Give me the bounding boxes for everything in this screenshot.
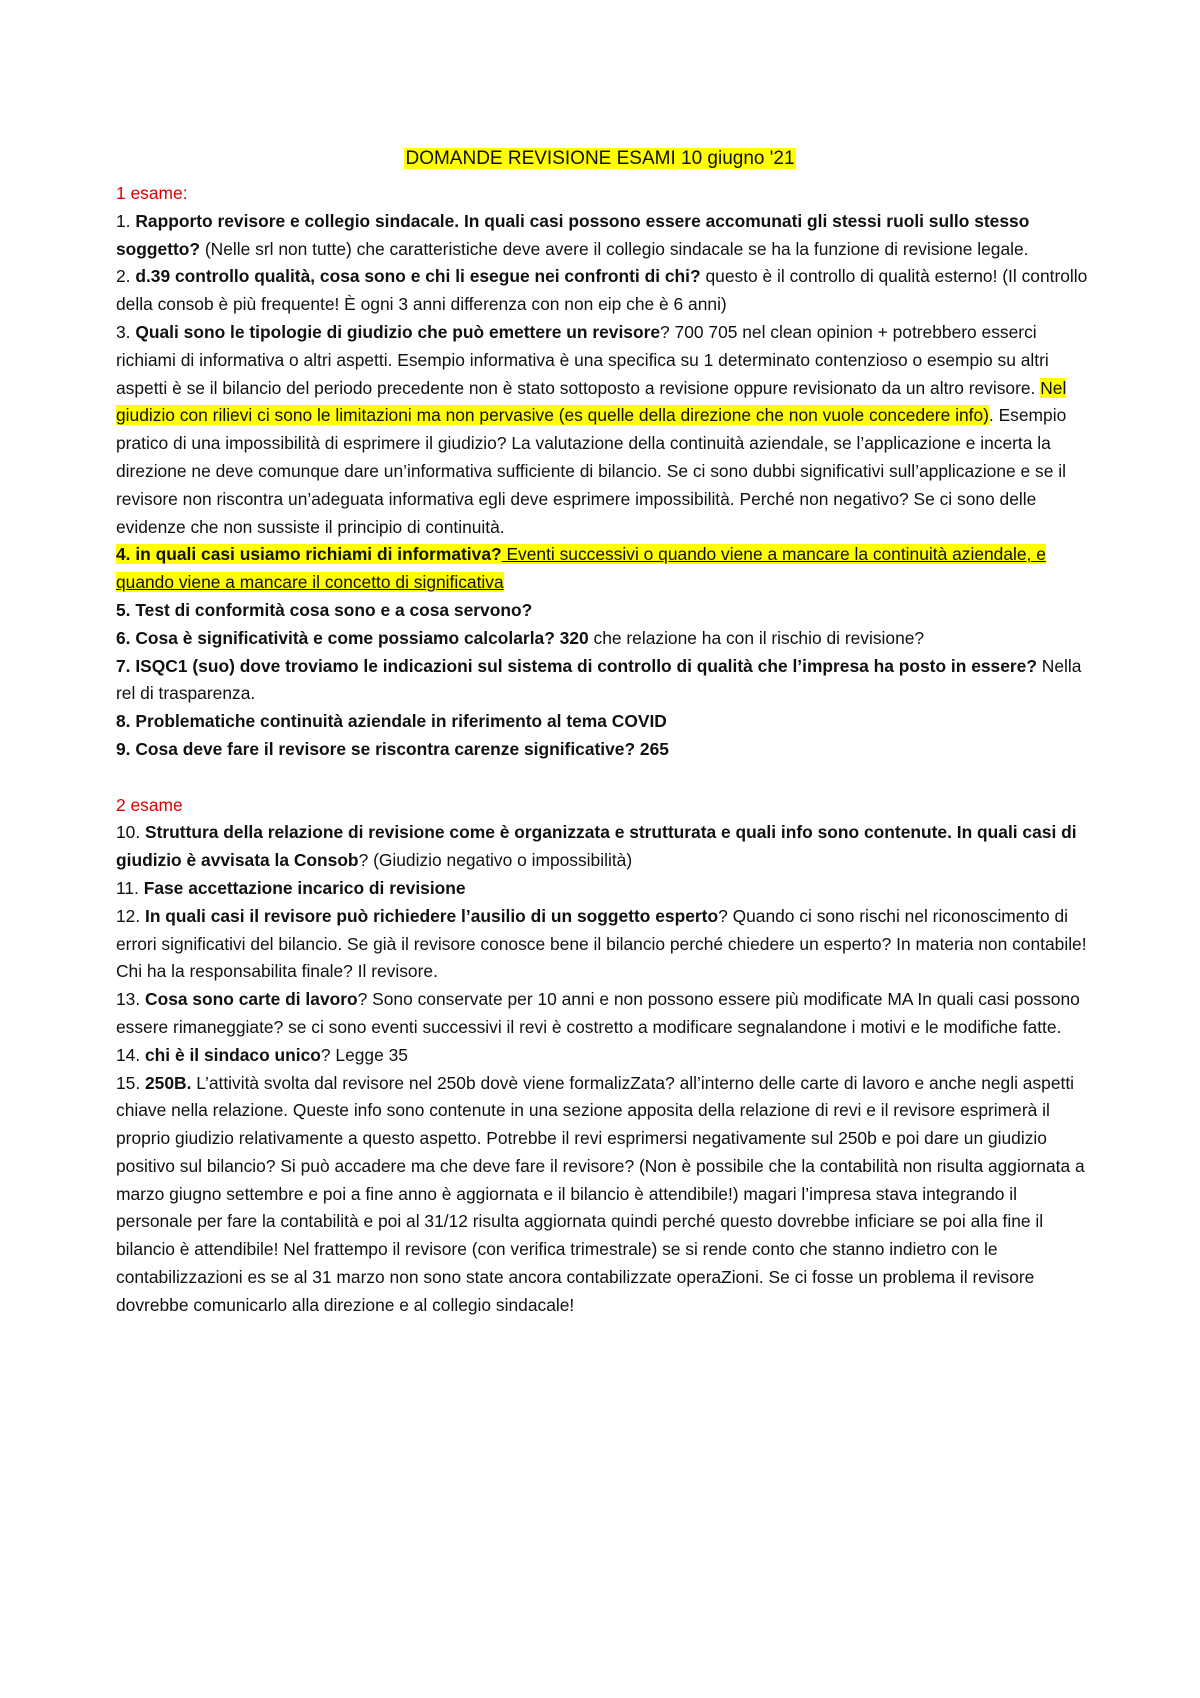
question-15: 15. 250B. L’attività svolta dal revisore nel 250b dovè viene formalizZata? all’interno delle carte di lavoro e anche negli aspetti chiave nella relazione. Queste info sono contenute in una sezione apposita della relazione di revi e il revisore esprimerà il proprio giudizio relativamente a questo aspetto. Potrebbe il revi esprimersi negativamente sul 250b e poi dare un giudizio positivo sul bilancio? Si può accadere ma che deve fare il revisore? (Non è possibile che la contabilità non risulta aggiornata a marzo giugno settembre e poi a fine anno è aggiornata e il bilancio è attendibile!) magari l’impresa stava integrando il personale per fare la contabilità e poi al 31/12 risulta aggiornata quindi perché questo dovrebbe inficiare se poi alla fine il bilancio è attendibile! Nel frattempo il revisore (con verifica trimestrale) se si rende conto che stanno indietro con le contabilizzazioni es se al 31 marzo non sono state ancora contabilizzate operaZioni. Se ci fosse un problema il revisore dovrebbe comunicarlo alla direzione e al collegio sindacale! bbox=[116, 1072, 1085, 1315]
question-5: 5. Test di conformità cosa sono e a cosa servono? bbox=[116, 599, 533, 620]
document-title bbox=[0, 146, 1200, 172]
question-11: 11. Fase accettazione incarico di revisione bbox=[116, 877, 466, 898]
question-9: 9. Cosa deve fare il revisore se riscontra carenze significative? 265 bbox=[116, 738, 669, 759]
question-4: 4. in quali casi usiamo richiami di informativa? Eventi successivi o quando viene a mancare la continuità aziendale, e quando viene a mancare il concetto di significativa bbox=[116, 544, 1046, 593]
question-3: 3. Quali sono le tipologie di giudizio che può emettere un revisore? 700 705 nel clean opinion + potrebbero esserci richiami di informativa o altri aspetti. Esempio informativa è una specifica su 1 determinato contenzioso o esempio su altri aspetti è se il bilancio del periodo precedente non è stato sottoposto a revisione oppure revisionato da un altro revisore. Nel giudizio con rilievi ci sono le limitazioni ma non pervasive (es quelle della direzione che non vuole concedere info). Esempio pratico di una impossibilità di esprimere il giudizio? La valutazione della continuità aziendale, se l’applicazione e incerta la direzione ne deve comunque dare un’informativa sufficiente di bilancio. Se ci sono dubbi significativi sull’applicazione e se il revisore non riscontra un’adeguata informativa egli deve esprimere impossibilità. Perché non negativo? Se ci sono delle evidenze che non sussiste il principio di continuità. bbox=[116, 321, 1067, 537]
underlined-answer: Eventi successivi o quando viene a mancare la continuità aziendale, e quando viene a mancare il concetto di significativa bbox=[116, 544, 1046, 593]
title-text: DOMANDE REVISIONE ESAMI 10 giugno '21 bbox=[405, 148, 795, 169]
question-8: 8. Problematiche continuità aziendale in riferimento al tema COVID bbox=[116, 711, 667, 732]
question-13: 13. Cosa sono carte di lavoro? Sono conservate per 10 anni e non possono essere più modificate MA In quali casi possono essere rimaneggiate? se ci sono eventi successivi il revi è costretto a modificare segnalandone i motivi e le modifiche fatte. bbox=[116, 989, 1080, 1037]
highlighted-text: Nel giudizio con rilievi ci sono le limitazioni ma non pervasive (es quelle della direzione che non vuole concedere info) bbox=[116, 377, 1067, 426]
question-1: 1. Rapporto revisore e collegio sindacale. In quali casi possono essere accomunati gli stessi ruoli sullo stesso soggetto? (Nelle srl non tutte) che caratteristiche deve avere il collegio sindacale se ha la funzione di revisione legale. bbox=[116, 210, 1030, 259]
question-7: 7. ISQC1 (suo) dove troviamo le indicazioni sul sistema di controllo di qualità che l’impresa ha posto in essere? Nella rel di trasparenza. bbox=[116, 655, 1082, 704]
question-6: 6. Cosa è significatività e come possiamo calcolarla? 320 che relazione ha con il rischio di revisione? bbox=[116, 627, 925, 648]
question-14: 14. chi è il sindaco unico? Legge 35 bbox=[116, 1044, 408, 1065]
exam-2-label: 2 esame bbox=[116, 794, 183, 815]
document-body bbox=[116, 180, 1096, 1320]
spacer bbox=[116, 764, 1096, 792]
question-10: 10. Struttura della relazione di revisione come è organizzata e strutturata e quali info sono contenute. In quali casi di giudizio è avvisata la Consob? (Giudizio negativo o impossibilità) bbox=[116, 822, 1077, 871]
question-12: 12. In quali casi il revisore può richiedere l’ausilio di un soggetto esperto? Quando ci sono rischi nel riconoscimento di errori significativi del bilancio. Se già il revisore conosce bene il bilancio perché chiedere un esperto? In materia non contabile! Chi ha la responsabilita finale? Il revisore. bbox=[116, 905, 1087, 982]
question-2: 2. d.39 controllo qualità, cosa sono e chi li esegue nei confronti di chi? questo è il controllo di qualità esterno! (Il controllo della consob è più frequente! È ogni 3 anni differenza con non eip che è 6 anni) bbox=[116, 266, 1088, 315]
exam-1-label: 1 esame: bbox=[116, 183, 188, 203]
